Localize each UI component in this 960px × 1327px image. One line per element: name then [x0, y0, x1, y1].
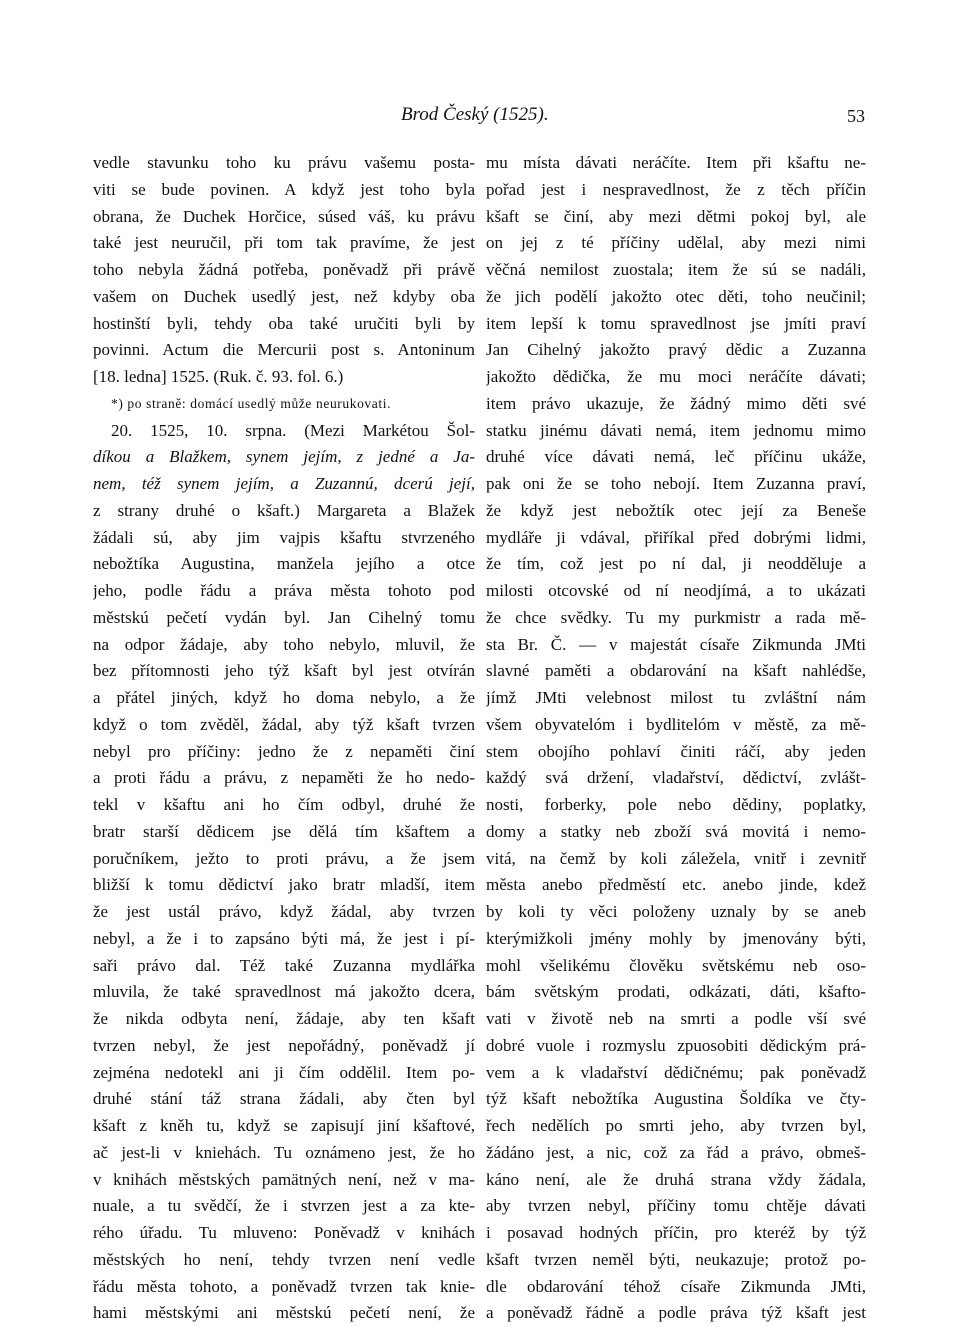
- text-line: každý svá držení, vladařství, dědictví, zvlášt-: [486, 768, 866, 788]
- text-line: [18. ledna] 1525. (Ruk. č. 93. fol. 6.): [93, 367, 344, 386]
- right-column: [486, 150, 866, 1323]
- text-line: pak oni že se toho nebojí. Item Zuzanna praví,: [486, 474, 866, 493]
- text-line: dobré vuole i rozmyslu zpuosobiti dědickým prá-: [486, 1035, 866, 1055]
- page-header: [0, 104, 960, 134]
- text-line: a proti řádu a právu, z nepaměti že ho nedo-: [93, 768, 475, 788]
- text-line: toho nebyla žádná potřeba, poněvadž při právě: [93, 260, 475, 279]
- text-line: by koli ty věci položeny uznaly by se aneb: [486, 902, 866, 921]
- text-line: poručníkem, ježto to proti právu, a že jsem: [93, 848, 475, 868]
- text-line: viti se bude povinen. A když jest toho byla: [93, 179, 475, 199]
- text-line: vedle stavunku toho ku právu vašemu posta-: [93, 153, 475, 172]
- text-line: žádáno jest, a nic, což za řád a právo, obmeš-: [486, 1142, 866, 1162]
- text-line: druhé stání táž strana žádali, aby čten byl: [93, 1089, 475, 1109]
- text-line: také jest neuručil, při tom tak pravíme, že jest: [93, 233, 475, 253]
- text-line: města anebo předměstí etc. anebo jinde, kdež: [486, 875, 866, 895]
- text-line: obrana, že Duchek Horčice, súsed váš, ku právu: [93, 206, 475, 226]
- text-line: jakožto dědička, že mu moci neráčíte dávati;: [486, 367, 866, 386]
- footnote: *) po straně: domácí usedlý může neurukovati.: [111, 395, 392, 411]
- text-line: on jej z té příčiny udělal, aby mezi nimi: [486, 233, 866, 253]
- text-line: na odpor žádaje, aby toho nebylo, mluvil, že: [93, 634, 475, 654]
- text-line: vašem on Duchek usedlý jest, než kdyby oba: [93, 286, 475, 306]
- text-line: a přátel jiných, když ho doma nebylo, a že: [93, 688, 475, 707]
- page-number: 53: [847, 106, 865, 126]
- text-line: vem a k vladařství dědičnému; pak poněvadž: [486, 1062, 866, 1082]
- text-line: bratr starší dědicem jse dělá tím kšaftem a: [93, 821, 475, 841]
- text-line: povinni. Actum die Mercurii post s. Antoninum: [93, 340, 475, 360]
- text-line: tvrzen nebyl, že jest nepořádný, poněvadž jí: [93, 1035, 475, 1055]
- text-line: nem, též synem jejím, a Zuzannú, dcerú její,: [93, 474, 475, 493]
- text-line: zejména nedotekl ani ji čím oddělil. Item po-: [93, 1062, 475, 1082]
- text-line: tekl v kšaftu ani ho čím odbyl, druhé že: [93, 795, 475, 814]
- text-line: v knihách městských pamätných není, než v ma-: [93, 1169, 475, 1189]
- text-line: slavné paměti a obdarování na kšaft nahlédše,: [486, 661, 866, 681]
- text-line: domy a statky neb zboží svá movitá i nemo-: [486, 821, 866, 841]
- text-line: stem obojího pohlaví činiti ráčí, aby jeden: [486, 741, 866, 761]
- text-line: dle obdarování téhož císaře Zikmunda JMti,: [486, 1276, 866, 1296]
- text-line: rého úřadu. Tu mluveno: Poněvadž v knihách: [93, 1223, 475, 1242]
- text-line: bez přítomnosti jeho týž kšaft byl jest otvírán: [93, 661, 475, 681]
- text-line: Jan Cihelný jakožto pravý dědic a Zuzanna: [486, 340, 866, 360]
- text-line: mohl všelikému člověku světskému neb oso-: [486, 955, 866, 975]
- text-line: mydláře ji vdával, přiříkal před dobrými lidmi,: [486, 527, 866, 547]
- text-line: že tím, což jest po ní dal, ji neodděluje a: [486, 554, 866, 574]
- text-line: městskú pečetí vydán byl. Jan Cihelný tomu: [93, 607, 475, 627]
- text-line: i posavad hodných příčin, pro kteréž by týž: [486, 1223, 866, 1242]
- text-line: jeho, podle řádu a práva města tohoto pod: [93, 581, 475, 600]
- text-line: mluvila, že také spravedlnost má jakožto dcera,: [93, 982, 475, 1002]
- text-line: milosti otcovské od ní neodjímá, a to ukázati: [486, 581, 866, 600]
- text-line: nosti, forberky, pole nebo dědiny, poplatky,: [486, 795, 866, 814]
- text-line: žádali sú, aby jim vajpis kšaftu stvrzeného: [93, 527, 475, 547]
- text-line: vati v životě neb na smrti a podle vší své: [486, 1009, 866, 1028]
- text-line: kšaft tvrzen neměl býti, neukazuje; protož po-: [486, 1249, 866, 1269]
- text-line: hostinští byli, tehdy oba také uručiti byli by: [93, 313, 475, 333]
- text-line: když o tom zvěděl, žádal, aby týž kšaft tvrzen: [93, 714, 475, 734]
- text-line: statku jinému dávati nemá, item jednomu mimo: [486, 420, 866, 440]
- text-line: druhé více dávati nemá, leč příčinu ukáže,: [486, 447, 866, 467]
- text-line: věčná nemilost zuostala; item že sú se nadáli,: [486, 260, 866, 279]
- text-line: díkou a Blažkem, synem jejím, z jedné a Ja-: [93, 447, 475, 467]
- text-line: saři právo dal. Též také Zuzanna mydlářka: [93, 955, 475, 975]
- text-line: nebožtíka Augustina, manžela jejího a otce: [93, 554, 475, 574]
- text-line: kšaft se činí, aby mezi dětmi pokoj byl, ale: [486, 206, 866, 226]
- text-line: že jest ustál právo, když žádal, aby tvrzen: [93, 902, 475, 921]
- running-title: Brod Český (1525).: [401, 104, 549, 125]
- text-line: item lepší k tomu spravedlnost jse jmíti praví: [486, 313, 866, 333]
- text-line: a poněvadž řádně a podle práva týž kšaft jest: [486, 1303, 866, 1323]
- text-line: kšaft z kněh tu, když se zapisují jiní kšaftové,: [93, 1116, 475, 1135]
- text-line: nuale, a tu svědčí, že i stvrzen jest a za kte-: [93, 1196, 475, 1216]
- text-line: item právo ukazuje, že žádný mimo děti své: [486, 393, 866, 413]
- text-line: hami městskými ani městskú pečetí není, že: [93, 1303, 475, 1323]
- left-column: [93, 150, 475, 1323]
- text-line: aby tvrzen nebyl, příčiny tomu chtěje dávati: [486, 1196, 866, 1216]
- text-line: sta Br. Č. — v majestát císaře Zikmunda JMti: [486, 634, 866, 654]
- text-line: ač jest-li v kniehách. Tu oznámeno jest, že ho: [93, 1142, 475, 1162]
- text-line: nebyl, a že i to zapsáno býti má, že jest i pí-: [93, 928, 475, 948]
- text-line: bližší k tomu dědictví jako bratr mladší, item: [93, 875, 475, 895]
- text-line: káno není, ale že druhá strana vždy žádala,: [486, 1169, 866, 1189]
- text-line: mu místa dávati neráčíte. Item při kšaftu ne-: [486, 153, 866, 172]
- text-line: pořad jest i nespravedlnost, že z těch příčin: [486, 179, 866, 199]
- entry-heading: 20. 1525, 10. srpna. (Mezi Markétou Šol-: [111, 420, 475, 440]
- text-line: řech nedělích po smrti jeho, aby tvrzen byl,: [486, 1116, 866, 1135]
- text-line: kterýmižkoli jmény mohly by jmenovány býti,: [486, 928, 866, 948]
- text-line: vitá, na čemž by koli záležela, vnitř i zevnitř: [486, 848, 866, 868]
- text-line: jímž JMti velebnost milost tu zvláštní nám: [486, 688, 866, 707]
- text-line: z strany druhé o kšaft.) Margareta a Blažek: [93, 500, 475, 520]
- text-line: nebyl pro příčiny: jedno že z nepaměti činí: [93, 741, 475, 761]
- text-line: že jich podělí jakožto otec děti, toho neučinil;: [486, 286, 866, 306]
- text-line: že nikda odbyta není, žádaje, aby ten kšaft: [93, 1009, 475, 1028]
- text-line: městských ho není, tehdy tvrzen není vedle: [93, 1249, 475, 1269]
- text-line: že když jest nebožtík otec její za Beneše: [486, 500, 866, 520]
- text-line: týž kšaft nebožtíka Augustina Šoldíka ve čty-: [486, 1089, 866, 1109]
- text-line: všem obyvatelóm i bydlitelóm v městě, za mě-: [486, 714, 866, 734]
- text-line: že chce svědky. Tu my purkmistr a rada mě-: [486, 607, 866, 627]
- text-line: řádu města tohoto, a poněvadž tvrzen tak kniе-: [93, 1276, 475, 1296]
- text-line: bám světským prodati, odkázati, dáti, kšafto-: [486, 982, 866, 1002]
